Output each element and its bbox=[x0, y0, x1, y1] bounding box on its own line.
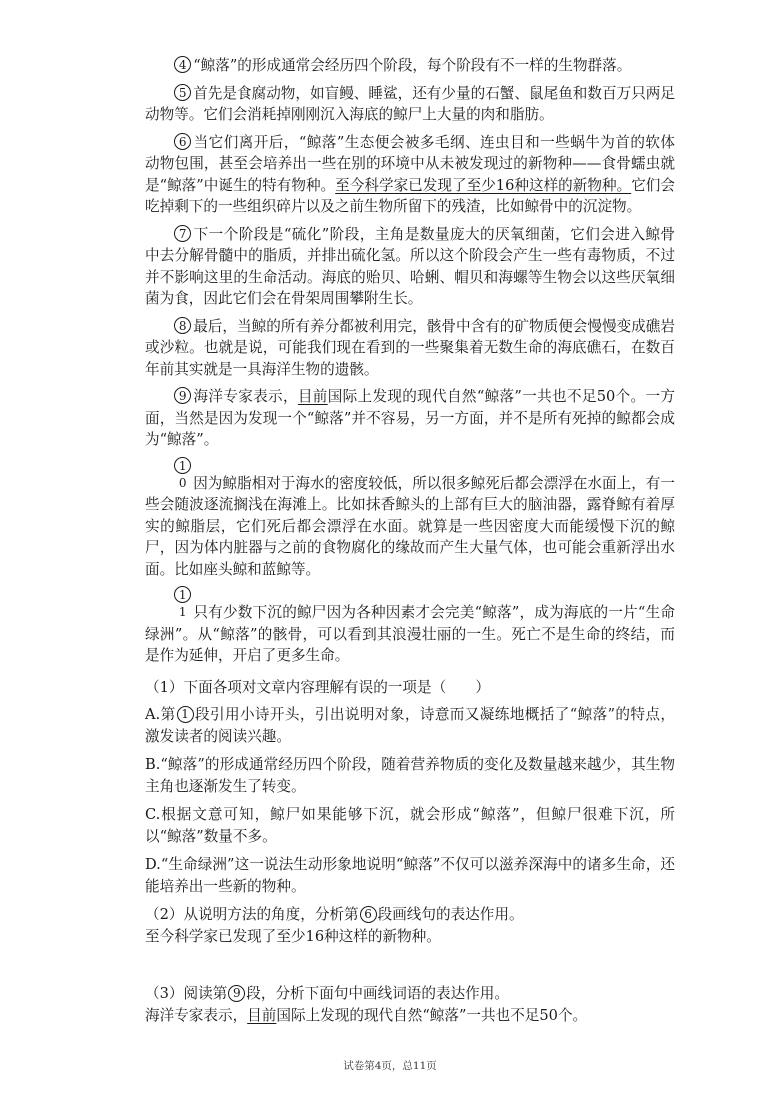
q2-stem-pre: （2）从说明方法的角度，分析第 bbox=[145, 906, 359, 923]
paragraph-7 bbox=[145, 224, 675, 310]
option-a-text: 段引用小诗开头，引出说明对象，诗意而又凝练地概括了“鲸落”的特点，激发读者的阅读兴趣。 bbox=[145, 706, 675, 745]
paragraph-10 bbox=[145, 457, 675, 581]
paragraph-8 bbox=[145, 316, 675, 381]
paragraph-4 bbox=[145, 55, 675, 77]
question-3 bbox=[145, 983, 675, 1026]
paragraph-text: 因为鲸脂相对于海水的密度较低，所以很多鲸死后都会漂浮在水面上，有一些会随波逐流搁浅在海滩上。比如抹香鲸头的上部有巨大的脑油器，露脊鲸有着厚实的鲸脂层，它们死后都会漂浮在水面。就算是一些因密度大而能缓慢下沉的鲸尸，因为体内脏器与之前的食物腐化的缘故而产生大量气体，也可能会重新浮出水面。比如座头鲸和蓝鲸等。 bbox=[145, 474, 675, 578]
option-b: B.“鲸落”的形成通常经历四个阶段，随着营养物质的变化及数量越来越少，其生物主角也逐渐发生了转变。 bbox=[145, 756, 675, 795]
q3-sentence-pre: 海洋专家表示， bbox=[145, 1006, 248, 1024]
q3-sentence-post: 国际上发现的现代自然“鲸落”一共也不足50个。 bbox=[276, 1006, 588, 1024]
paragraph-text: 只有少数下沉的鲸尸因为各种因素才会完美“鲸落”，成为海底的一片“生命绿洲”。从“鲸落”的骸骨，可以看到其浪漫壮丽的一生。死亡不是生命的终结，而是作为延伸，开启了更多生命。 bbox=[145, 604, 675, 664]
paragraph-text: 海洋专家表示， bbox=[193, 388, 298, 405]
q3-stem-post: 段，分析下面句中画线词语的表达作用。 bbox=[246, 985, 509, 1002]
answer-space bbox=[145, 947, 675, 983]
question-1 bbox=[145, 677, 675, 898]
paragraph-11 bbox=[145, 586, 675, 667]
q3-stem-pre: （3）阅读第 bbox=[145, 985, 228, 1002]
question-3-stem bbox=[145, 983, 675, 1005]
paragraph-number: 4 bbox=[174, 56, 191, 73]
option-d: D.“生命绿洲”这一说法生动形象地说明“鲸落”不仅可以滋养深海中的诸多生命，还能培养出一些新的物种。 bbox=[145, 856, 675, 895]
circled-number: 1 bbox=[177, 706, 194, 723]
question-3-sentence bbox=[145, 1005, 675, 1027]
paragraph-number: 9 bbox=[174, 387, 191, 404]
q2-stem-post: 段画线句的表达作用。 bbox=[377, 906, 524, 923]
paragraph-text-tail: 它们会吃掉剩下的一些组织碎片以及之前生物所留下的残渣，比如鲸骨中的沉淀物。 bbox=[145, 176, 675, 215]
paragraph-text: 当它们离开后，“鲸落”生态便会被多毛纲、连虫目和一些蜗牛为首的软体动物包围，甚至会培养出一些在别的环境中从未被发现过的新物种——食骨蠕虫就是“鲸落”中诞生的特有物种。 bbox=[145, 133, 675, 194]
paragraph-6 bbox=[145, 132, 675, 218]
paragraph-text: “鲸落”的形成通常会经历四个阶段，每个阶段有不一样的生物群落。 bbox=[193, 57, 632, 74]
underlined-word: 目前 bbox=[247, 1006, 277, 1024]
exam-page bbox=[145, 55, 675, 1026]
paragraph-number: 10 bbox=[174, 457, 191, 474]
question-2-stem bbox=[145, 904, 675, 926]
option-a bbox=[145, 704, 675, 747]
page-footer: 试卷第4页，总11页 bbox=[343, 1060, 437, 1072]
question-2-sentence: 至今科学家已发现了至少16种这样的新物种。 bbox=[145, 927, 441, 945]
paragraph-text: 最后，当鲸的所有养分都被利用完，骸骨中含有的矿物质便会慢慢变成礁岩或沙粒。也就是说，可能我们现在看到的一些聚集着无数生命的海底礁石，在数百年前其实就是一具海洋生物的遗骸。 bbox=[145, 317, 675, 378]
underlined-sentence: 至今科学家已发现了至少16种这样的新物种。 bbox=[335, 176, 632, 194]
circled-number: 6 bbox=[360, 906, 377, 923]
option-c: C.根据文意可知，鲸尸如果能够下沉，就会形成“鲸落”，但鲸尸很难下沉，所以“鲸落”数量不多。 bbox=[145, 806, 675, 845]
paragraph-5 bbox=[145, 83, 675, 126]
paragraph-number: 6 bbox=[174, 133, 191, 150]
paragraph-number: 8 bbox=[174, 317, 191, 334]
paragraph-number: 7 bbox=[174, 225, 191, 242]
option-a-prefix: A.第 bbox=[145, 706, 176, 723]
question-2 bbox=[145, 904, 675, 947]
paragraph-9 bbox=[145, 386, 675, 451]
paragraph-number: 11 bbox=[174, 586, 191, 603]
paragraph-text: 首先是食腐动物，如盲鳗、睡鲨，还有少量的石蟹、鼠尾鱼和数百万只两足动物等。它们会消耗掉刚刚沉入海底的鲸尸上大量的肉和脂肪。 bbox=[145, 84, 675, 123]
paragraph-text: 下一个阶段是“硫化”阶段，主角是数量庞大的厌氧细菌，它们会进入鲸骨中去分解骨髓中的脂质，并排出硫化氢。所以这个阶段会产生一些有毒物质，不过并不影响这里的生命活动。海底的贻贝、哈蜊、帽贝和海螺等生物会以这些厌氧细菌为食，因此它们会在骨架周围攀附生长。 bbox=[145, 225, 675, 307]
paragraph-text-tail: 国际上发现的现代自然“鲸落”一共也不足50个。一方面，当然是因为发现一个“鲸落”并不容易，另一方面，并不是所有死掉的鲸都会成为“鲸落”。 bbox=[145, 388, 675, 448]
underlined-word: 目前 bbox=[297, 388, 328, 405]
article bbox=[145, 55, 675, 667]
question-1-stem: （1）下面各项对文章内容理解有误的一项是（ ） bbox=[145, 678, 490, 696]
paragraph-number: 5 bbox=[174, 84, 191, 101]
circled-number: 9 bbox=[228, 985, 245, 1002]
